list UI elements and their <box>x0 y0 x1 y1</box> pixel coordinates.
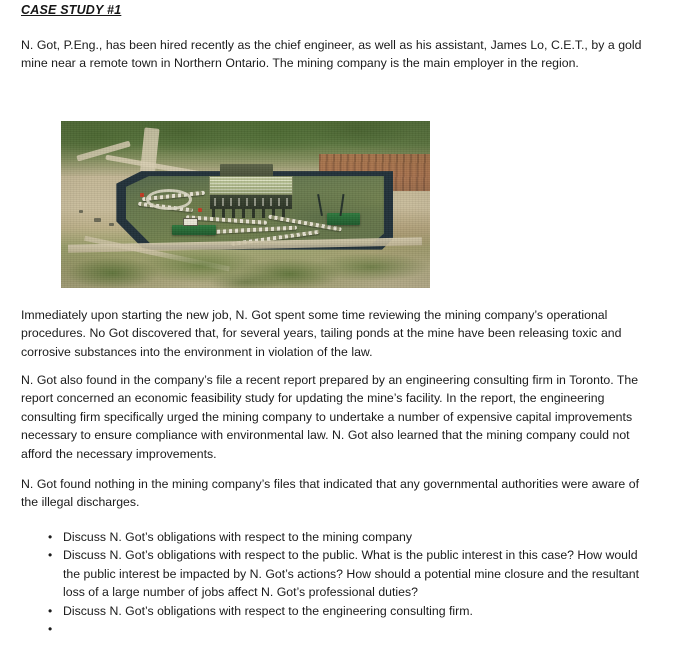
photo-plant-roof <box>209 176 294 195</box>
photo-foreground-grass <box>61 238 430 288</box>
photo-buoy <box>198 208 202 212</box>
list-item-label: Discuss N. Got’s obligations with respect to the engineering consulting firm. <box>63 603 473 618</box>
page-title: CASE STUDY #1 <box>21 3 122 17</box>
bullet-icon: • <box>48 530 53 544</box>
photo-dredge-cabin <box>183 218 198 226</box>
photo-dredge-vessel <box>327 213 360 225</box>
list-item <box>0 528 685 546</box>
aerial-photo-tailing-pond <box>61 121 430 288</box>
bullet-icon: • <box>48 603 53 618</box>
paragraph-consulting-report: N. Got also found in the company’s file a recent report prepared by an engineering consulting firm in Toronto. The report concerned an economic feasibility study for updating the mine’s facility. In the report, the engineering consulting firm specifically urged the mining company to undertake a number of expensive capital improvements necessary to ensure compliance with environmental law. N. Got also learned that the mining company could not afford the necessary improvements. <box>21 373 639 461</box>
bullet-icon: • <box>48 622 53 637</box>
photo-buoy <box>140 193 144 197</box>
list-item <box>0 602 685 620</box>
list-item-label: Discuss N. Got’s obligations with respect to the mining company <box>63 530 413 544</box>
photo-plant-deck <box>210 195 291 209</box>
photo-site-vehicle <box>79 210 83 213</box>
photo-processing-plant <box>209 164 294 217</box>
paragraph-authorities: N. Got found nothing in the mining company’s files that indicated that any governmental authorities were aware of the illegal discharges. <box>21 477 640 510</box>
discussion-question-list <box>0 528 685 638</box>
paragraph-intro: N. Got, P.Eng., has been hired recently as the chief engineer, as well as his assistant, James Lo, C.E.T., by a gold mine near a remote town in Northern Ontario. The mining company is the main employer in the region. <box>21 38 642 71</box>
bullet-icon: • <box>48 548 53 563</box>
list-item-label: Discuss N. Got’s obligations with respect to the public. What is the public interest in this case? How would the public interest be impacted by N. Got’s actions? How should a potential mine closure and the resultant loss of a large number of jobs affect N. Got’s professional duties? <box>63 548 640 600</box>
list-item <box>0 546 685 601</box>
photo-site-vehicle <box>109 223 114 226</box>
photo-site-vehicle <box>94 218 101 222</box>
paragraph-operational-review: Immediately upon starting the new job, N. Got spent some time reviewing the mining company’s operational procedures. No Got discovered that, for several years, tailing ponds at the mine have been releasing toxic and corrosive substances into the environment in violation of the law. <box>21 308 622 359</box>
photo-canvas <box>61 121 430 288</box>
list-item <box>0 620 685 638</box>
